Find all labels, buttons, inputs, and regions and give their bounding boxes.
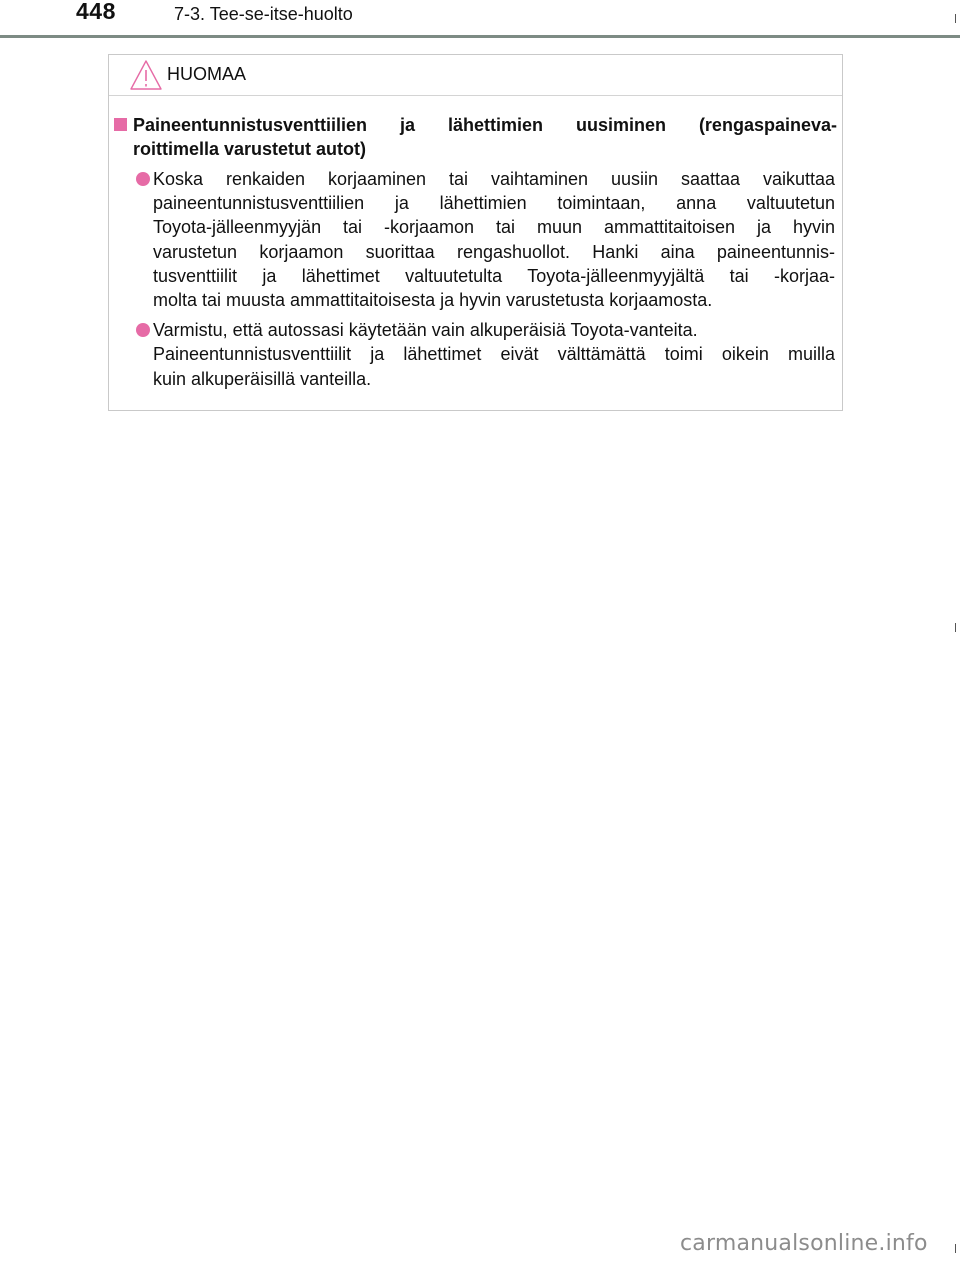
page-header bbox=[0, 0, 960, 40]
subheading-line: roittimella varustetut autot) bbox=[133, 139, 367, 159]
list-item-line: paineentunnistusventtiilien ja lähettimien toimintaan, anna valtuutetun bbox=[153, 193, 835, 214]
list-item bbox=[109, 167, 835, 312]
list-item bbox=[109, 318, 835, 391]
list-item-line: molta tai muusta ammattitaitoisesta ja hyvin varustetusta korjaamosta. bbox=[153, 290, 713, 311]
list-item-line: Koska renkaiden korjaaminen tai vaihtaminen uusiin saattaa vaikuttaa bbox=[153, 169, 835, 189]
square-bullet-icon bbox=[114, 118, 127, 131]
crop-mark-bottom-right bbox=[955, 1244, 956, 1253]
list-item-line: Toyota-jälleenmyyjän tai -korjaamon tai muun ammattitaitoisen ja hyvin bbox=[153, 217, 835, 238]
list-item-line: Varmistu, että autossasi käytetään vain alkuperäisiä Toyota-vanteita. bbox=[153, 320, 698, 341]
section-title: 7-3. Tee-se-itse-huolto bbox=[174, 4, 353, 24]
notice-header bbox=[109, 55, 842, 96]
page-number: 448 bbox=[76, 0, 116, 24]
notice-subheading bbox=[109, 113, 837, 161]
round-bullet-icon bbox=[136, 172, 150, 186]
crop-mark-right-middle bbox=[955, 623, 956, 632]
list-item-line: tusventtiilit ja lähettimet valtuutetulta Toyota-jälleenmyyjältä tai -korjaa- bbox=[153, 265, 835, 286]
watermark: carmanualsonline.info bbox=[680, 1231, 928, 1256]
round-bullet-icon bbox=[136, 323, 150, 337]
list-item-line: Paineentunnistusventtiilit ja lähettimet eivät välttämättä toimi oikein muilla bbox=[153, 344, 835, 365]
crop-mark-top-right bbox=[955, 14, 956, 23]
notice-box bbox=[108, 54, 843, 411]
header-rule bbox=[0, 35, 960, 38]
notice-body bbox=[109, 113, 844, 391]
subheading-line: Paineentunnistusventtiilien ja lähettimien uusiminen (rengaspaineva- bbox=[133, 115, 837, 135]
warning-triangle-icon bbox=[129, 59, 163, 91]
notice-title: HUOMAA bbox=[167, 64, 247, 84]
list-item-line: varustetun korjaamon suorittaa rengashuollot. Hanki aina paineentunnis- bbox=[153, 241, 835, 262]
list-item-line: kuin alkuperäisillä vanteilla. bbox=[153, 368, 372, 389]
